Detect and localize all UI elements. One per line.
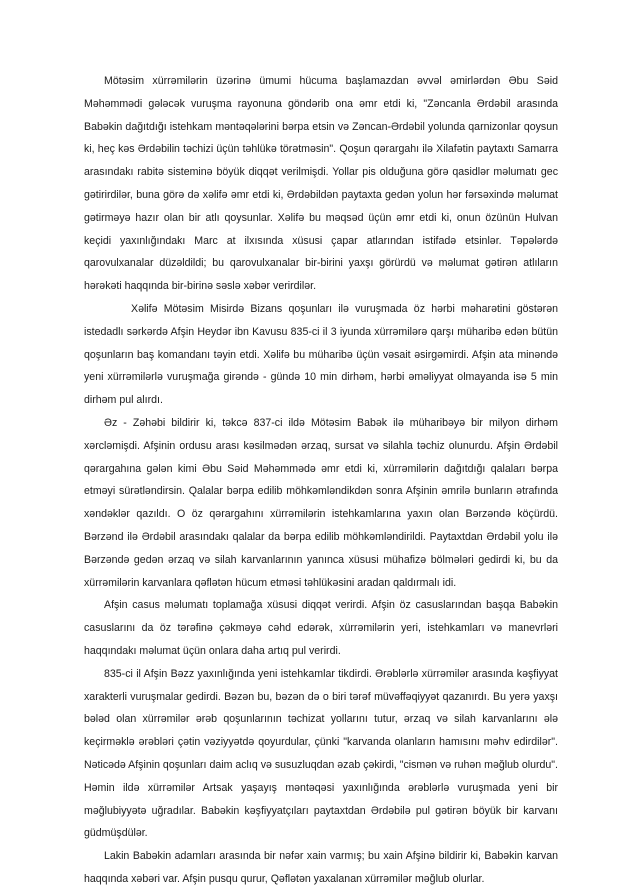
paragraph-3: Əz - Zəhəbi bildirir ki, təkcə 837-ci ildə Mötəsim Babək ilə müharibəyə bir milyon dirhəm xərcləmişdi. Afşinin ordusu arası kəsilmədən ərzaq, sursat və silahla təchiz olunurdu. Afşin Ərdəbil qərargahına gələn kimi Əbu Səid Məhəmmədə əmr etdi ki, xürrəmilərin dağıtdığı qalaları bərpa etməyi sürətləndirsin. Qalalar bərpa edilib möhkəmləndikdən sonra Afşinin əmrilə bunların ətrafında xəndəklər qazıldı. O öz qərargahını xürrəmilərin istehkamlarına yaxın olan Bərzəndə köçürdü. Bərzənd ilə Ərdəbil arasındakı qalalar da bərpa edilib möhkəmləndirildi. Paytaxtdan Ərdəbil yolu ilə Bərzəndə gedən ərzaq və silah karvanlarının yanınca xüsusi mühafizə bölmələri gedirdi ki, bu da xürrəmilərin karvanlara qəflətən hücum etməsi təhlükəsini aradan qaldırmalı idi. — [84, 416, 558, 589]
paragraph-2: Xəlifə Mötəsim Misirdə Bizans qoşunları ilə vuruşmada öz hərbi məharətini göstərən istedadlı sərkərdə Afşin Heydər ibn Kavusu 835-ci il 3 iyunda xürrəmilərə qarşı müharibə edən bütün qoşunların baş komandanı təyin etdi. Xəlifə bu müharibə üçün vəsait əsirgəmirdi. Afşin ata minəndə yeni xürrəmilərlə vuruşmağa girəndə - gündə 10 min dirhəm, hərbi əməliyyat olmayanda isə 5 min dirhəm pul alırdı. — [84, 302, 558, 407]
document-page — [84, 70, 558, 891]
paragraph-5: 835-ci il Afşin Bəzz yaxınlığında yeni istehkamlar tikdirdi. Ərəblərlə xürrəmilər arasında kəşfiyyat xarakterli vuruşmalar gedirdi. Bəzən bu, bəzən də o biri tərəf müvəffəqiyyət qazanırdı. Bu yerə yaxşı bələd olan xürrəmilər ərəb qoşunlarının təchizat yollarını tutur, ərzaq və silah karvanlarını ələ keçirməklə ərəbləri çətin vəziyyətdə qoyurdular, çünki "karvanda olanların hamısını məhv edirdilər". Nəticədə Afşinin qoşunları daim aclıq və susuzluqdan əzab çəkirdi, "cismən və ruhən məğlub olurdu". Həmin ildə xürrəmilər Artsak yaşayış məntəqəsi yaxınlığında ərəblərlə vuruşmada yeni bir məğlubiyyətə uğradılar. Babəkin kəşfiyyatçıları paytaxtdan Ərdəbilə pul gətirən böyük bir karvanı güdmüşdülər. — [84, 667, 558, 840]
paragraph-1: Mötəsim xürrəmilərin üzərinə ümumi hücuma başlamazdan əvvəl əmirlərdən Əbu Səid Məhəmmədi gələcək vuruşma rayonuna göndərib ona əmr etdi ki, "Zəncanla Ərdəbil arasında Babəkin dağıtdığı istehkam məntəqələrini bərpa etsin və Zəncan-Ərdəbil yolunda qarnizonlar qoysun ki, heç kəs Ərdəbilin təchizi üçün təhlükə törətməsin". Qoşun qərargahı ilə Xilafətin paytaxtı Samarra arasındakı rabitə sisteminə böyük diqqət verilmişdi. Yollar pis olduğuna görə qasidlər məlumatı gec gətirirdilər, buna görə də xəlifə əmr etdi ki, Ərdəbildən paytaxta gedən yolun hər fərsəxində məlumat gətirməyə hazır olan bir atlı qoysunlar. Xəlifə bu məqsəd üçün əmr etdi ki, onun özünün Hulvan keçidi yaxınlığındakı Marc at ilxısında xüsusi çapar atlarından istifadə etsinlər. Təpələrdə qarovulxanalar düzəldildi; bu qarovulxanalar bir-birini yaxşı görürdü və məlumat gətirən atlıların hərəkəti haqqında bir-birinə səslə xəbər verirdilər. — [84, 75, 558, 293]
paragraph-6: Lakin Babəkin adamları arasında bir nəfər xain varmış; bu xain Afşinə bildirir ki, Babəkin karvan haqqında xəbəri var. Afşin pusqu qurur, Qəflətən yaxalanan xürrəmilər məğlub olurlar. — [84, 850, 558, 885]
paragraph-4: Afşin casus məlumatı toplamağa xüsusi diqqət verirdi. Afşin öz casuslarından başqa Babəkin casuslarını da öz tərəfinə çəkməyə cəhd edərək, xürrəmilərin yeri, istehkamları və manevrləri haqqındakı məlumat üçün onlara daha artıq pul verirdi. — [84, 599, 558, 657]
